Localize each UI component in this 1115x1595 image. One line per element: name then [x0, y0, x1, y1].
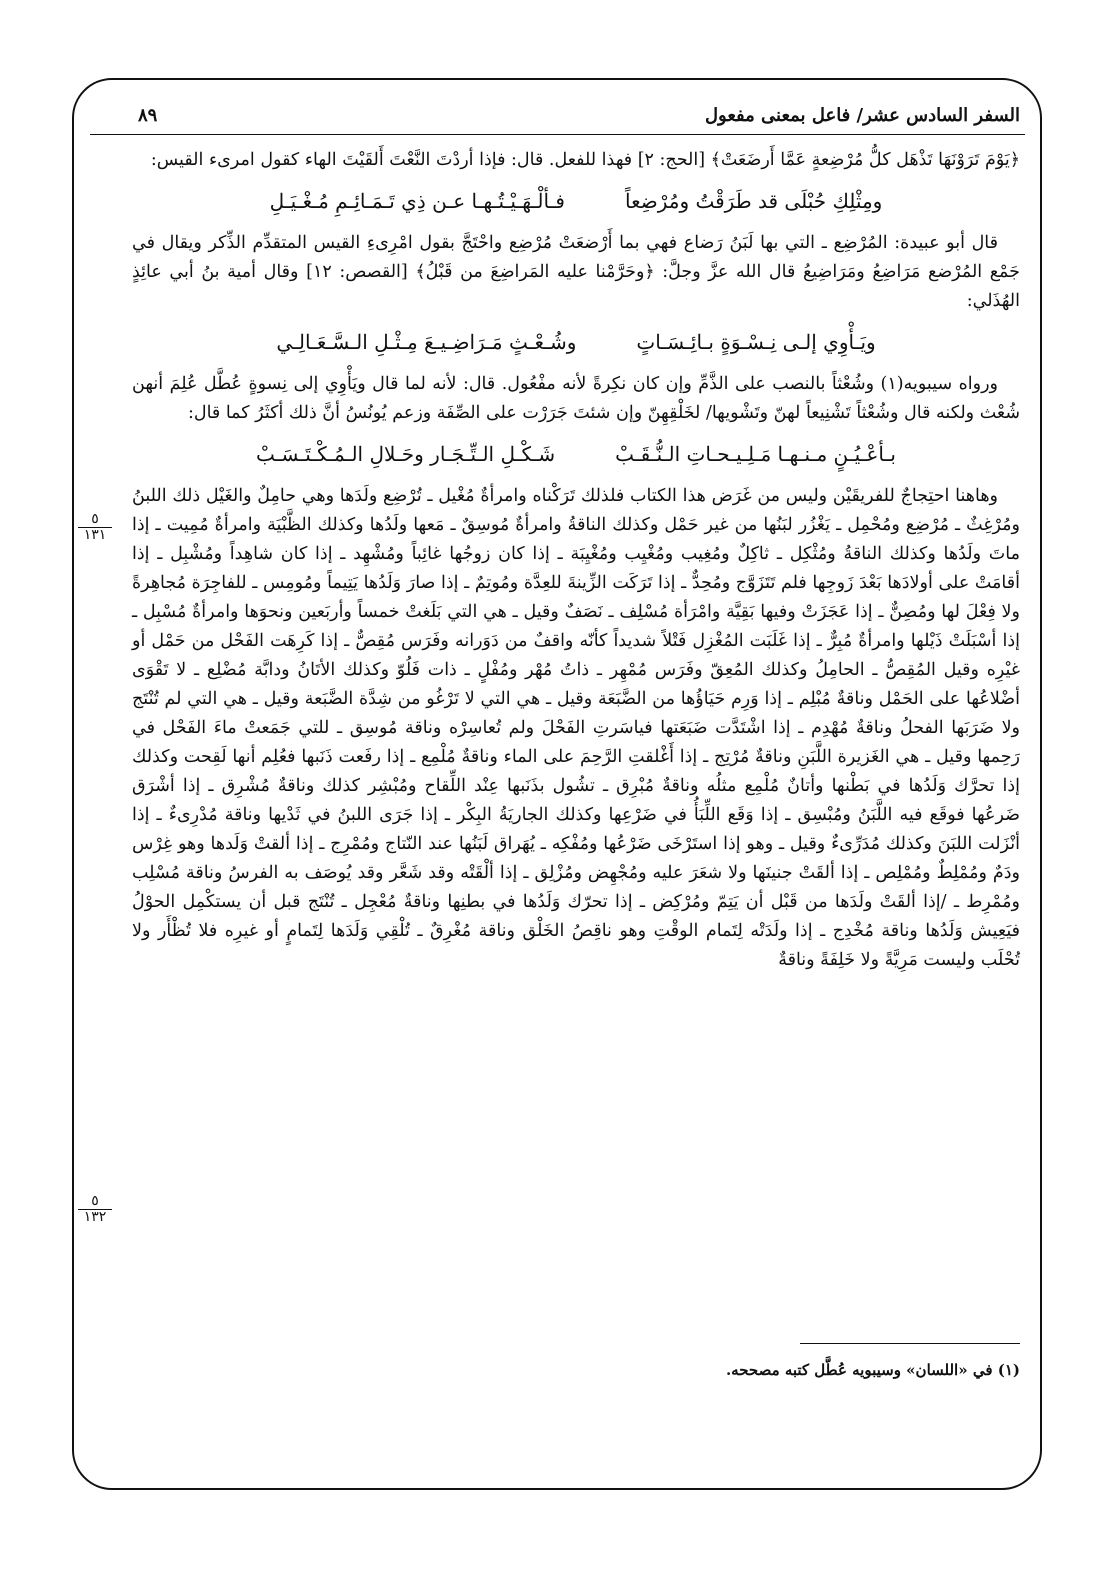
margin-reference-page: ١٣٢ — [83, 1209, 107, 1225]
page-number: ٨٩ — [138, 105, 158, 126]
verse-second-hemistich: شَـكْـلِ الـتِّـجَـار وحَـلالِ الـمُـكْـتَـسَـبْ — [256, 442, 556, 466]
page-header — [138, 92, 1020, 126]
margin-reference-volume: ٥ — [78, 1194, 112, 1210]
paragraph: قال أبو عبيدة: المُرْضِع ـ التي بها لَبَنُ رَضاع فهي بما أَرْضعَتْ مُرْضِع واحْتَجَّ بقول امْرِىءِ القيس المتقدِّم الذِّكر ويقال في جَمْع المُرْضع مَرَاضِعُ ومَرَاضِيعُ قال الله عزَّ وجلَّ: ﴿وحَرَّمْنا عليه المَراضِعَ من قَبْلُ﴾ [القصص: ١٢] وقال أمية بنُ أبي عائِذٍ الهُذَلي: — [132, 233, 1020, 311]
margin-reference — [78, 1194, 112, 1225]
verse-line — [132, 185, 1020, 217]
paragraph: ورواه سيبويه(١) وشُعْثاً بالنصب على الذَّمِّ وإن كان نكِرةً لأنه مفْعُول. قال: لأنه لما قال ويَأْوِي إلى نِسوةٍ عُطَّل عُلِمَ أنهن شُعْث ولكنه قال وشُعْثاً تَشْنِيعاً لهنّ وتَشْويها/ لخَلْقِهِنّ وإن شئتَ جَرَرْت على الصِّفَة وزعم يُونُسُ أنَّ ذلك أكثَرُ كما قال: — [132, 374, 1020, 423]
main-text — [132, 146, 1020, 981]
footnote: (١) في «اللسان» وسيبويه عُطَّل كتبه مصححه. — [725, 1361, 1020, 1379]
margin-reference-volume: ٥ — [78, 512, 112, 528]
verse-first-hemistich: بـأعْـيُـنٍ مـنـهـا مَـلِـيـحـاتِ الـنُّـقَـبْ — [615, 442, 896, 466]
paragraph: ﴿يَوْمَ تَرَوْنَهَا تَذْهَل كلُّ مُرْضِعةٍ عَمَّا أَرضَعَتْ﴾ [الحج: ٢] فهذا للفعل. قال: فإذا أردْتَ النَّعْتَ أَلقَيْتَ الهاء كقول امرىء القيس: — [150, 150, 1020, 170]
verse-first-hemistich: ومِثْلِكِ حُبْلَى قد طَرَقْتُ ومُرْضِعاً — [624, 189, 883, 213]
verse-second-hemistich: فـألْـهَـيْـتُـهـا عـن ذِي تَـمَـائِـمِ مُـغْـيَـلِ — [269, 189, 565, 213]
footnote-rule — [800, 1343, 1020, 1344]
margin-reference — [78, 512, 112, 543]
verse-line — [132, 326, 1020, 358]
verse-line — [132, 438, 1020, 470]
verse-second-hemistich: وشُـعْـثٍ مَـرَاضِـيـعَ مِـثْـلِ الـسَّـعَـالِـي — [276, 330, 577, 354]
margin-reference-page: ١٣١ — [83, 527, 107, 543]
header-rule — [90, 134, 1025, 135]
paragraph: وهاهنا احتِجاجٌ للفريقَيْن وليس من غَرَض هذا الكتاب فلذلك تَرَكْناه وامرأةٌ مُغْيل ـ تُرْضِع ولَدَها وهي حامِلٌ والغَيْل ذلك اللبنُ ومُرْغِثٌ ـ مُرْضِع ومُحْمِل ـ يَغْزُر لبَنُها من غير حَمْل وكذلك الناقةُ وامرأةٌ مُوسِقٌ ـ مَعها ولَدُها وكذلك الظَّبْيَة وامرأةٌ مُمِيت ـ إذا ماتَ ولَدُها وكذلك الناقةُ ومُثْكِل ـ ثاكِلٌ ومُغِيب ومُغْيِب ومُغْيِبَة ـ إذا كان زوجُها غائِباً ومُشْهِد ـ إذا كان شاهِداً ومُشْبِل ـ إذا أقامَتْ على أولادَها بَعْدَ زَوجِها فلم تَتَزَوَّج ومُحِدٌّ ـ إذا تَرَكَت الزِّينةَ للعِدَّة ومُوتِمٌ ـ إذا صارَ وَلَدُها يَتِيماً ومُومِس ـ للفاجِرَة مُجاهِرةً ولا فِعْلَ لها ومُصِنٌّ ـ إذا عَجَزَتْ وفيها بَقِيَّة وامْرَأة مُسْلِف ـ نَصَفٌ وقيل ـ هي التي بَلَغتْ خمساً وأربَعين ونحوَها وامرأةٌ مُسْبِل ـ إذا أسْبَلَتْ ذَيْلها وامرأةٌ مُبِرٌّ ـ إذا غَلَبَت المُغْزِل فَتْلاً شديداً كأنّه واقفٌ من دَوَرانه وفَرَس مُقِصٌّ ـ إذا كَرِهَت الفَحْل من حَمْل أو غيْرِه وقيل المُقِصُّ ـ الحامِلُ وكذلك المُعِقّ وفَرَس مُمْهِر ـ ذاتُ مُهْر ومُفْلٍ ـ ذات فَلُوّ وكذلك الأتَانُ ودابَّة مُضْلِع ـ لا تَقْوَى أضْلاعُها على الحَمْل وناقةٌ مُبْلِم ـ إذا وَرِم حَيَاؤُها من الضَّبَعَة وقيل ـ هي التي لا تَرْغُو من شِدَّة الضَّبَعة وقيل ـ هي التي لم تُنْتَج ولا ضَرَبَها الفحلُ وناقةٌ مُهْدِم ـ إذا اشْتَدَّت ضَبَعَتها فياسَرتِ الفَحْلَ ولم تُعاسِرْه وناقة مُوسِق ـ للتي جَمَعتْ ماءَ الفَحْل في رَحِمها وقيل ـ هي الغَزيرة اللَّبَنِ وناقةٌ مُرْتِج ـ إذا أَغْلقتِ الرَّحِمَ على الماء وناقةٌ مُلْمِع ـ إذا رفَعت ذَنَبها فعُلِم أنها لَقِحت وكذلك إذا تحرَّك وَلَدُها في بَطْنها وأتانٌ مُلْمِع مثلُه وناقةٌ مُبْرِق ـ تشُول بذَنَبها عِنْد اللِّقاح ومُبْشِر كذلك وناقةٌ مُشْرِق ـ إذا أشْرَق ضَرعُها فوقَع فيه اللَّبَنُ ومُبْسِق ـ إذا وَقَع اللِّبَأُ في ضَرْعِها وكذلك الجاريَةُ البِكْر ـ إذا جَرَى اللبنُ في ثَدْيها وناقة مُدْرِىءٌ ـ إذا أنْزَلت اللبَنَ وكذلك مُدَرِّىءٌ وقيل ـ وهو إذا استَرْخَى ضَرْعُها ومُفْكِه ـ يُهَراق لَبَنُها عند النّتاج ومُمْرِج ـ إذا ألقتْ وَلَدها وهو غِرْس ودَمٌ ومُمْلِطٌ ومُمْلِص ـ إذا ألقَتْ جنينَها ولا شعَرَ عليه ومُجْهِض ومُزْلِق ـ إذا ألْقَتْه وقد شَعَّر وقد يُوصَف به الفرسُ وناقة مُسْلِب ومُمْرِط ـ /إذا ألقَتْ ولَدَها من قَبْل أن يَتِمّ ومُرْكِض ـ إذا تحرّك وَلَدُها في بطنِها وناقةٌ مُعْجِل ـ تُنْتَج قبل أن يستكْمِل الحوْلُ فيَعِيش وَلَدُها وناقة مُخْدِج ـ إذا ولَدَتْه لِتَمام الوقْتِ وهو ناقِصُ الخَلْق وناقة مُغْرِقٌ ـ تُلْقِي وَلَدَها لِتَمامٍ أو غيرِه فلا تُظْأَر ولا تُحْلَب وليست مَرِيَّةً ولا خَلِفَةً وناقةٌ — [132, 486, 1020, 970]
running-title: السفر السادس عشر/ فاعل بمعنى مفعول — [704, 105, 1020, 126]
verse-first-hemistich: ويَـأْوِي إلـى نِـسْـوَةٍ بـائِـسَـاتٍ — [636, 330, 876, 354]
